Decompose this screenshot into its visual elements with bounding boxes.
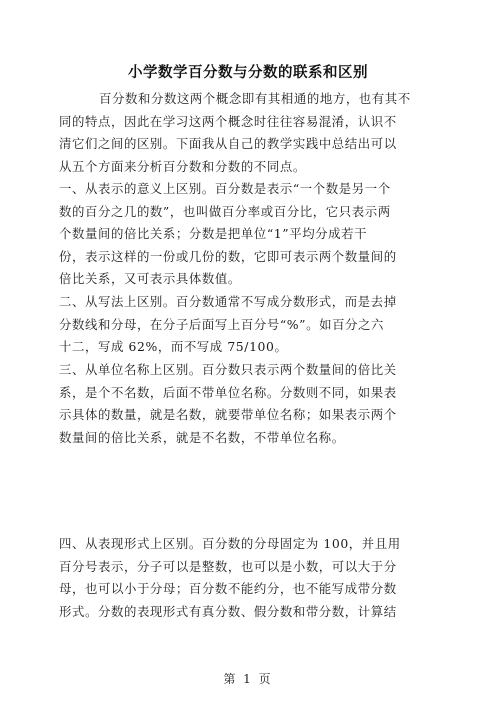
text-line: 一、从表示的意义上区别。百分数是表示“一个数是另一个 [59,181,391,196]
text-line: 数的百分之几的数”，也叫做百分率或百分比，它只表示两 [59,203,391,219]
text-line: 倍比关系，又可表示具体数值。 [59,271,241,287]
text-line: 百分号表示，分子可以是整数，也可以是小数，可以大于分 [59,558,397,574]
text-line: 百分数和分数这两个概念即有其相通的地方，也有其不 [99,91,411,106]
text-line: 从五个方面来分析百分数和分数的不同点。 [59,158,306,174]
section-2-paragraph [59,291,439,359]
text-line: 个数量间的倍比关系；分数是把单位“1”平均分成若干 [59,226,368,242]
text-line: 份，表示这样的一份或几份的数，它即可表示两个数量间的 [59,248,397,264]
text-line: 十二，写成 62%，而不写成 75/100。 [59,339,288,355]
text-line: 母，也可以小于分母；百分数不能约分，也不能写成带分数 [59,581,397,597]
text-line: 示具体的数量，就是名数，就要带单位名称；如果表示两个 [59,407,397,423]
text-line: 数量间的倍比关系，就是不名数，不带单位名称。 [59,429,345,445]
document-title: 小学数学百分数与分数的联系和区别 [128,65,368,81]
text-line: 形式。分数的表现形式有真分数、假分数和带分数，计算结 [59,603,397,619]
text-line: 同的特点，因此在学习这两个概念时往往容易混淆，认识不 [59,113,397,129]
section-3-paragraph [59,359,439,449]
text-line: 系，是个不名数，后面不带单位名称。分数则不同，如果表 [59,384,397,400]
intro-paragraph [59,88,439,178]
section-4-paragraph [59,533,439,623]
text-line: 分数线和分母，在分子后面写上百分号“%”。如百分之六 [59,316,385,332]
page-number: 第 1 页 [223,672,273,686]
section-1-paragraph [59,178,439,291]
text-line: 清它们之间的区别。下面我从自己的教学实践中总结出可以 [59,136,397,152]
text-line: 二、从写法上区别。百分数通常不写成分数形式，而是去掉 [59,294,397,309]
text-line: 四、从表现形式上区别。百分数的分母固定为 100，并且用 [59,536,401,551]
text-line: 三、从单位名称上区别。百分数只表示两个数量间的倍比关 [59,362,397,377]
